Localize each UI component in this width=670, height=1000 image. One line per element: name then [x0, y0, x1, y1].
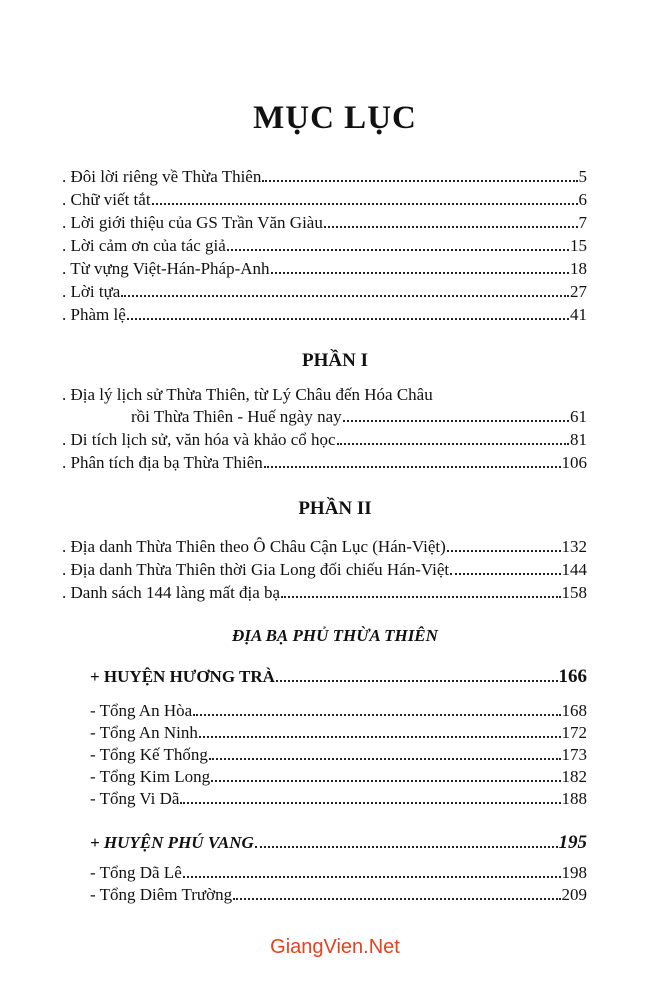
leader-dots	[209, 758, 561, 760]
toc-entry	[62, 452, 587, 474]
leader-dots	[233, 898, 560, 900]
entry-label: . Phân tích địa bạ Thừa Thiên	[62, 453, 263, 472]
entry-label: - Tổng Diêm Trường	[90, 885, 233, 904]
entry-label: . Địa danh Thừa Thiên theo Ô Châu Cận Lục (Hán-Việt)	[62, 537, 446, 556]
leader-dots	[450, 573, 560, 575]
entry-label: . Phàm lệ	[62, 305, 126, 324]
toc-entry	[62, 281, 587, 303]
entry-page: 106	[561, 453, 587, 472]
district-entry	[90, 666, 587, 688]
entry-page: 173	[561, 745, 587, 764]
leader-dots	[211, 780, 560, 782]
leader-dots	[255, 846, 558, 848]
page-title: MỤC LỤC	[253, 100, 417, 136]
leader-dots	[121, 295, 569, 297]
entry-label: - Tổng Dã Lê	[90, 863, 182, 882]
district-entry	[90, 832, 587, 854]
entry-page: 168	[561, 701, 587, 720]
canton-entry	[90, 722, 587, 744]
canton-entry	[90, 700, 587, 722]
canton-entry	[90, 788, 587, 810]
toc-entry	[62, 212, 587, 234]
section-heading: ĐỊA BẠ PHỦ THỪA THIÊN	[232, 626, 438, 645]
entry-page: 41	[570, 305, 587, 324]
entry-page: 18	[570, 259, 587, 278]
entry-page: 182	[561, 767, 587, 786]
entry-label: . Lời tựa	[62, 282, 121, 301]
entry-label: - Tổng An Ninh	[90, 723, 198, 742]
entry-page: 158	[561, 583, 587, 602]
entry-page: 6	[578, 190, 587, 209]
toc-entry	[62, 189, 587, 211]
leader-dots	[152, 203, 578, 205]
entry-page: 27	[570, 282, 587, 301]
leader-dots	[199, 736, 561, 738]
leader-dots	[262, 180, 577, 182]
entry-page: 172	[561, 723, 587, 742]
toc-entry	[62, 304, 587, 326]
toc-entry	[62, 235, 587, 257]
entry-label: - Tổng Kế Thống	[90, 745, 208, 764]
entry-label: + HUYỆN HƯƠNG TRÀ	[90, 667, 275, 686]
entry-page: 166	[558, 666, 587, 687]
entry-label: + HUYỆN PHÚ VANG	[90, 833, 254, 852]
entry-label: . Đôi lời riêng về Thừa Thiên	[62, 167, 262, 186]
entry-label: . Lời giới thiệu của GS Trần Văn Giàu	[62, 213, 323, 232]
entry-page: 15	[570, 236, 587, 255]
leader-dots	[281, 596, 560, 598]
entry-label: . Di tích lịch sử, văn hóa và khảo cổ học	[62, 430, 336, 449]
leader-dots	[227, 249, 569, 251]
entry-label: . Từ vựng Việt-Hán-Pháp-Anh	[62, 259, 270, 278]
entry-label: - Tổng Vi Dã	[90, 789, 180, 808]
toc-entry	[62, 258, 587, 280]
leader-dots	[324, 226, 578, 228]
entry-label: . Chữ viết tắt	[62, 190, 151, 209]
canton-entry	[90, 884, 587, 906]
leader-dots	[337, 443, 569, 445]
entry-label: . Danh sách 144 làng mất địa bạ	[62, 583, 281, 602]
toc-entry	[62, 166, 587, 188]
leader-dots	[447, 550, 561, 552]
leader-dots	[271, 272, 569, 274]
entry-page: 198	[561, 863, 587, 882]
canton-entry	[90, 744, 587, 766]
entry-label: - Tổng Kim Long	[90, 767, 211, 786]
entry-label: . Lời cảm ơn của tác giả	[62, 236, 226, 255]
toc-entry	[131, 406, 587, 428]
leader-dots	[264, 466, 561, 468]
canton-entry	[90, 766, 587, 788]
entry-label: rồi Thừa Thiên - Huế ngày nay	[131, 407, 342, 426]
entry-page: 144	[561, 560, 587, 579]
entry-page: 188	[561, 789, 587, 808]
part-heading: PHẦN I	[302, 350, 368, 371]
entry-page: 209	[561, 885, 587, 904]
leader-dots	[276, 680, 558, 682]
leader-dots	[180, 802, 560, 804]
toc-entry	[62, 429, 587, 451]
toc-entry	[62, 582, 587, 604]
entry-label: . Địa danh Thừa Thiên thời Gia Long đối chiếu Hán-Việt	[62, 560, 450, 579]
leader-dots	[127, 318, 569, 320]
entry-page: 132	[561, 537, 587, 556]
canton-entry	[90, 862, 587, 884]
entry-page: 7	[578, 213, 587, 232]
entry-page: 5	[578, 167, 587, 186]
entry-label: . Địa lý lịch sử Thừa Thiên, từ Lý Châu đến Hóa Châu	[62, 385, 433, 404]
toc-entry	[62, 559, 587, 581]
watermark-text: GiangVien.Net	[270, 936, 400, 958]
leader-dots	[343, 420, 569, 422]
entry-page: 195	[558, 832, 587, 853]
toc-entry	[62, 536, 587, 558]
leader-dots	[183, 876, 561, 878]
leader-dots	[193, 714, 560, 716]
entry-page: 81	[570, 430, 587, 449]
entry-page: 61	[570, 407, 587, 426]
part-heading: PHẦN II	[298, 498, 372, 519]
entry-label: - Tổng An Hòa	[90, 701, 193, 720]
